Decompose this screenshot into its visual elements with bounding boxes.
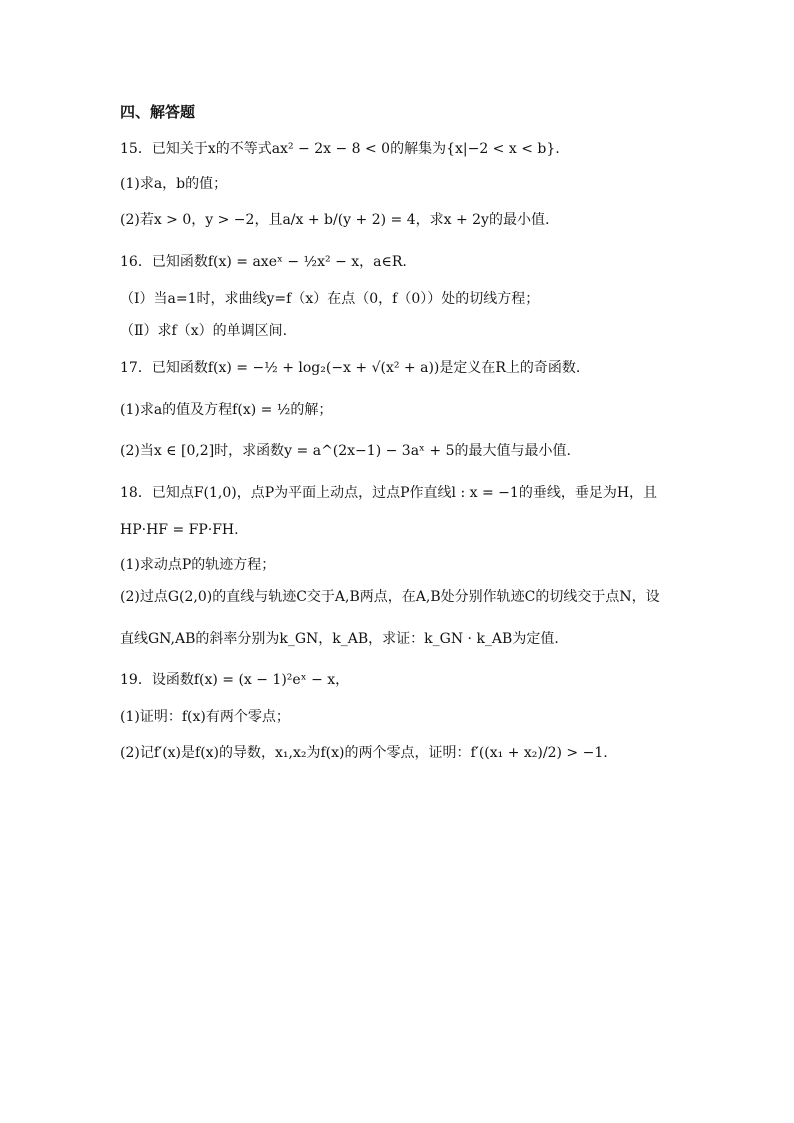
problem-15-part-1: (1)求a，b的值； [120, 176, 228, 192]
problem-17-part-1: (1)求a的值及方程f(x) = ½的解； [120, 402, 333, 418]
problem-19-part-2: (2)记f′(x)是f(x)的导数，x₁,x₂为f(x)的两个零点，证明：f′((x₁ + x₂)/2) > −1. [120, 745, 608, 761]
problem-18-vector-condition: HP·HF = FP·FH. [120, 522, 239, 538]
problem-16-part-2: （Ⅱ）求f（x）的单调区间. [120, 323, 288, 339]
problem-17-statement: 17．已知函数f(x) = −½ + log₂(−x + √(x² + a))是定义在R上的奇函数. [120, 360, 581, 376]
problem-16-part-1: （Ⅰ）当a=1时，求曲线y=f（x）在点（0，f（0））处的切线方程； [120, 291, 540, 307]
problem-15-part-2: (2)若x > 0，y > −2，且a/x + b/(y + 2) = 4，求x + 2y的最小值. [120, 212, 550, 228]
problem-19-part-1: (1)证明：f(x)有两个零点； [120, 709, 290, 725]
problem-17-part-2: (2)当x ∈ [0,2]时，求函数y = a^(2x−1) − 3aˣ + 5的最大值与最小值. [120, 443, 571, 459]
problem-18-part-2: (2)过点G(2,0)的直线与轨迹C交于A,B两点，在A,B处分别作轨迹C的切线交于点N，设 [120, 589, 660, 605]
problem-16-statement: 16．已知函数f(x) = axeˣ − ½x² − x，a∈R. [120, 254, 407, 270]
problem-18-part-1: (1)求动点P的轨迹方程； [120, 557, 276, 573]
problem-19-statement: 19．设函数f(x) = (x − 1)²eˣ − x， [120, 672, 350, 688]
problem-15-statement: 15．已知关于x的不等式ax² − 2x − 8 < 0的解集为{x|−2 < x < b}. [120, 141, 560, 157]
section-heading: 四、解答题 [120, 103, 196, 121]
problem-18-part-2-continued: 直线GN,AB的斜率分别为k_GN，k_AB，求证：k_GN · k_AB为定值. [120, 631, 559, 647]
problem-18-statement: 18．已知点F(1,0)，点P为平面上动点，过点P作直线l : x = −1的垂线，垂足为H，且 [120, 485, 658, 501]
